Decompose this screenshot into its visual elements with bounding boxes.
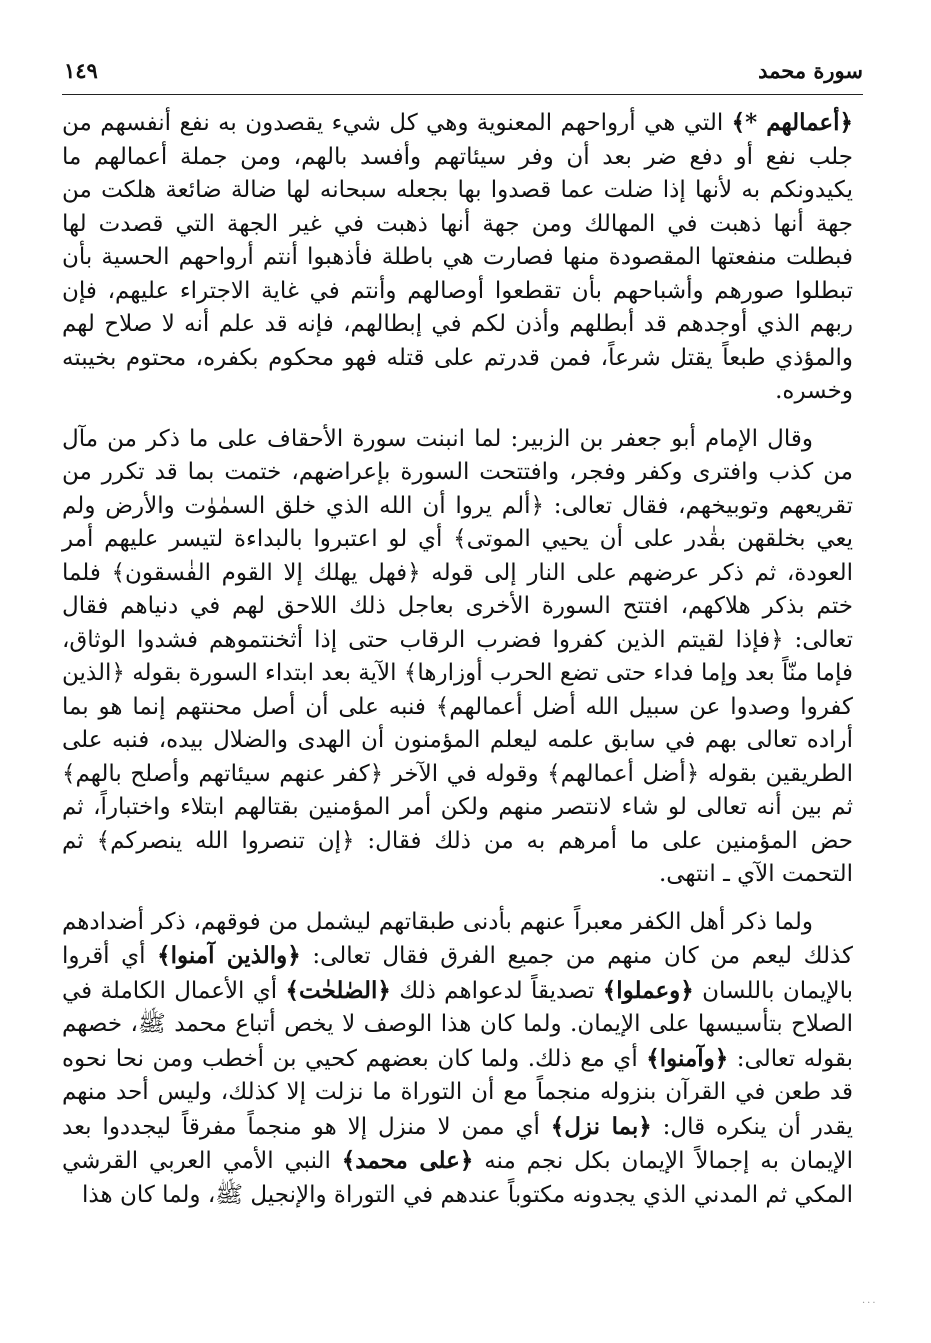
quranic-citation: ﴿وآمنوا﴾ xyxy=(646,1044,729,1072)
quranic-citation: ﴿فإذا لقيتم الذين كفروا فضرب الرقاب حتى إذا أثخنتموهم فشدوا الوثاق، فإما منّاً بعد وإما فداء حتى تضع الحرب أوزارها﴾ xyxy=(62,626,853,686)
text-segment: فلما ختم بذكر هلاكهم، افتتح السورة الأخرى بعاجل ذلك اللاحق لهم في دنياهم فقال تعالى: xyxy=(62,559,853,653)
paragraph xyxy=(62,106,853,409)
text-segment: فنبه على أن أصل محنتهم إنما هو بما أراده تعالى بهم في سابق علمه ليعلم المؤمنون أن الهدى والضلال بيده، فنبه على الطريقين بقوله xyxy=(62,693,853,787)
quranic-citation: ﴿كفر عنهم سيئاتهم وأصلح بالهم﴾ xyxy=(62,760,384,787)
page-number: ١٤٩ xyxy=(64,58,98,83)
quranic-citation: ﴿الصٰلحٰت﴾ xyxy=(285,976,391,1004)
quranic-citation: ﴿فهل يهلك إلا القوم الفٰسقون﴾ xyxy=(111,559,421,586)
text-segment: أي مع ذلك. ولما كان بعضهم كحيي بن أخطب ومن نحا نحوه قد طعن في القرآن بنزوله منجماً مع أن التوراة ما نزلت إلا كذلك، وليس أحد منهم يقدر أن ينكره قال: xyxy=(62,1045,853,1140)
text-segment: أي ممن لا منزل إلا هو منجماً مفرقاً ليجددوا بعد الإيمان به إجمالاً الإيمان بكل نجم منه xyxy=(62,1113,853,1174)
quranic-citation: ﴿بما نزل﴾ xyxy=(550,1112,652,1140)
quranic-citation: ﴿أضل أعمالهم﴾ xyxy=(547,760,700,787)
quranic-citation: ﴿على محمد﴾ xyxy=(341,1147,474,1174)
quranic-citation: ﴿وعملوا﴾ xyxy=(602,976,694,1004)
text-segment: التي هي أرواحهم المعنوية وهي كل شيء يقصدون به نفع أنفسهم من جلب نفع أو دفع ضر بعد أن وفر سيئاتهم وأفسد بالهم، ومن جملة أعمالهم ما يكيدونكم به لأنها إذا ضلت عما قصدوا بها بجعله سبحانه لها ضالة ضائعة هلكت من جهة أنها ذهبت في المهالك ومن جهة أنها ذهبت في غير الجهة التي قصدت لها فبطلت منفعتها المقصودة منها فصارت هي باطلة فأذهبوا أنتم أرواحهم الحسية بأن تبطلوا صورهم وأشباحهم بأن تقطعوا أوصالهم وأنتم في غاية الاجتراء عليهم، فإن ربهم الذي أوجدهم قد أبطلهم وأذن لكم في إبطالهم، فإنه قد علم أنه لا صلاح لهم والمؤذي طبعاً يقتل شرعاً، فمن قدرتم على قتله فهو محكوم بكفره، محتوم بخيبته وخسره. xyxy=(62,110,853,404)
text-segment: وقال الإمام أبو جعفر بن الزبير: لما انبنت سورة الأحقاف على ما ذكر من مآل من كذب وافترى وكفر وفجر، وافتتحت السورة بإعراضهم، ختمت بما قد تكرر من تقريعهم وتوبيخهم، فقال تعالى: xyxy=(62,425,853,519)
surah-title: سورة محمد xyxy=(758,58,863,83)
text-segment: ثم بين أنه تعالى لو شاء لانتصر منهم ولكن أمر المؤمنين بقتالهم ابتلاء واختباراً، ثم حض المؤمنين على ما أمرهم به من ذلك فقال: xyxy=(62,794,853,854)
text-segment: الآية بعد ابتداء السورة بقوله xyxy=(124,660,404,686)
running-header xyxy=(62,56,863,92)
text-segment: أي الأعمال الكاملة في الصلاح بتأسيسها على الإيمان. ولما كان هذا الوصف لا يخص أتباع محمد ﷺ، خصهم بقوله تعالى: xyxy=(62,977,854,1072)
paragraph xyxy=(62,423,853,892)
text-segment: أي أقروا بالإيمان باللسان xyxy=(62,943,853,1004)
text-segment: وقوله في الآخر xyxy=(383,760,548,787)
text-segment: تصديقاً لدعواهم ذلك xyxy=(390,977,603,1004)
page-body xyxy=(62,106,853,1212)
paragraph xyxy=(62,906,853,1213)
text-segment: ثم التحمت الآي ـ انتهى. xyxy=(62,827,853,887)
quranic-citation: ﴿أعمالهم *﴾ xyxy=(731,109,854,136)
text-segment: ولما ذكر أهل الكفر معبراً عنهم بأدنى طبقاتهم ليشمل من فوقهم، ذكر أضدادهم كذلك ليعم من كان منهم من جميع الفرق فقال تعالى: xyxy=(62,908,854,969)
margin-marks: ··· xyxy=(862,1298,878,1309)
quranic-citation: ﴿والذين آمنوا﴾ xyxy=(157,942,301,969)
text-segment: النبي الأمي العربي القرشي المكي ثم المدني الذي يجدونه مكتوباً عندهم في التوراة والإنجيل ﷺ، ولما كان هذا xyxy=(62,1148,853,1208)
text-segment: أي لو اعتبروا بالبداءة لتيسر عليهم أمر العودة، ثم ذكر عرضهم على النار إلى قوله xyxy=(62,526,853,586)
quranic-citation: ﴿ألم يروا أن الله الذي خلق السمٰوٰت والأرض ولم يعي بخلقهن بقٰدر على أن يحيي الموتى﴾ xyxy=(62,492,853,552)
quranic-citation: ﴿إن تنصروا الله ينصركم﴾ xyxy=(96,827,355,854)
quranic-citation: ﴿الذين كفروا وصدوا عن سبيل الله أضل أعمالهم﴾ xyxy=(62,660,854,720)
header-divider xyxy=(62,94,863,95)
